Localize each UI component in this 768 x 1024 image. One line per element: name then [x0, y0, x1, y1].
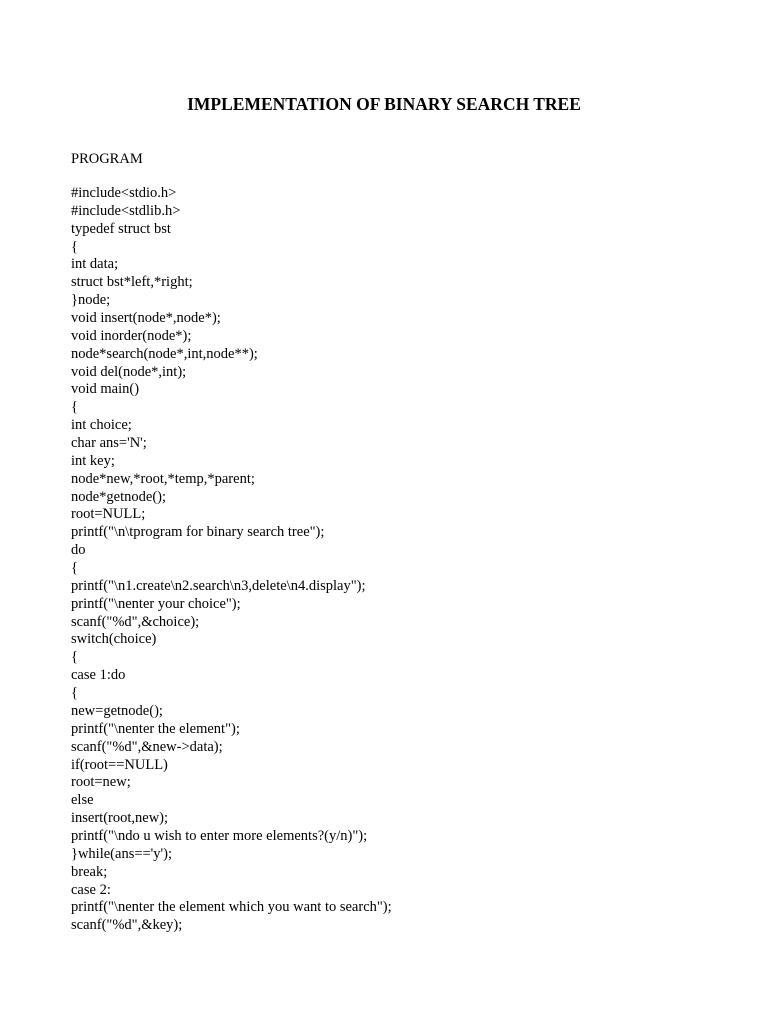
- code-line: char ans='N';: [71, 435, 147, 452]
- code-line: switch(choice): [71, 631, 157, 648]
- code-line: case 1:do: [71, 667, 126, 684]
- code-line: insert(root,new);: [71, 810, 169, 827]
- code-line: node*search(node*,int,node**);: [71, 345, 258, 362]
- code-line: scanf("%d",&key);: [71, 917, 183, 934]
- code-line: {: [71, 238, 78, 255]
- code-line: root=NULL;: [71, 506, 146, 523]
- code-line: typedef struct bst: [71, 220, 171, 237]
- code-line: root=new;: [71, 774, 131, 791]
- code-line: printf("\nenter the element which you want to search");: [71, 899, 392, 916]
- code-line: #include<stdio.h>: [71, 185, 177, 201]
- code-line: }node;: [71, 292, 111, 309]
- code-line: printf("\nenter your choice");: [71, 595, 241, 612]
- code-line: node*getnode();: [71, 488, 167, 505]
- code-line: int choice;: [71, 417, 132, 434]
- code-line: {: [71, 560, 78, 577]
- code-line: void main(): [71, 381, 140, 398]
- code-line: struct bst*left,*right;: [71, 274, 193, 291]
- code-line: node*new,*root,*temp,*parent;: [71, 470, 255, 487]
- code-line: case 2:: [71, 881, 111, 898]
- code-line: {: [71, 399, 78, 416]
- section-label-program: PROGRAM: [71, 151, 143, 167]
- code-line: scanf("%d",&new->data);: [71, 738, 223, 755]
- code-line: #include<stdlib.h>: [71, 202, 181, 219]
- code-line: scanf("%d",&choice);: [71, 613, 200, 630]
- code-line: else: [71, 792, 94, 809]
- code-line: new=getnode();: [71, 702, 163, 719]
- code-line: {: [71, 649, 78, 666]
- code-line: void insert(node*,node*);: [71, 310, 221, 327]
- code-line: printf("\n\tprogram for binary search tree");: [71, 524, 325, 541]
- code-line: do: [71, 542, 86, 559]
- code-line: int key;: [71, 452, 115, 469]
- code-line: printf("\ndo u wish to enter more elements?(y/n)");: [71, 827, 368, 844]
- code-line: void del(node*,int);: [71, 363, 187, 380]
- code-line: }while(ans=='y');: [71, 845, 173, 862]
- code-listing: [71, 185, 731, 935]
- code-line: if(root==NULL): [71, 756, 168, 773]
- code-line: printf("\nenter the element");: [71, 720, 240, 737]
- code-line: {: [71, 685, 78, 702]
- code-line: void inorder(node*);: [71, 327, 192, 344]
- code-line: printf("\n1.create\n2.search\n3,delete\n4.display");: [71, 577, 366, 594]
- code-line: break;: [71, 863, 108, 880]
- code-line: int data;: [71, 256, 119, 273]
- document-title: IMPLEMENTATION OF BINARY SEARCH TREE: [187, 94, 581, 114]
